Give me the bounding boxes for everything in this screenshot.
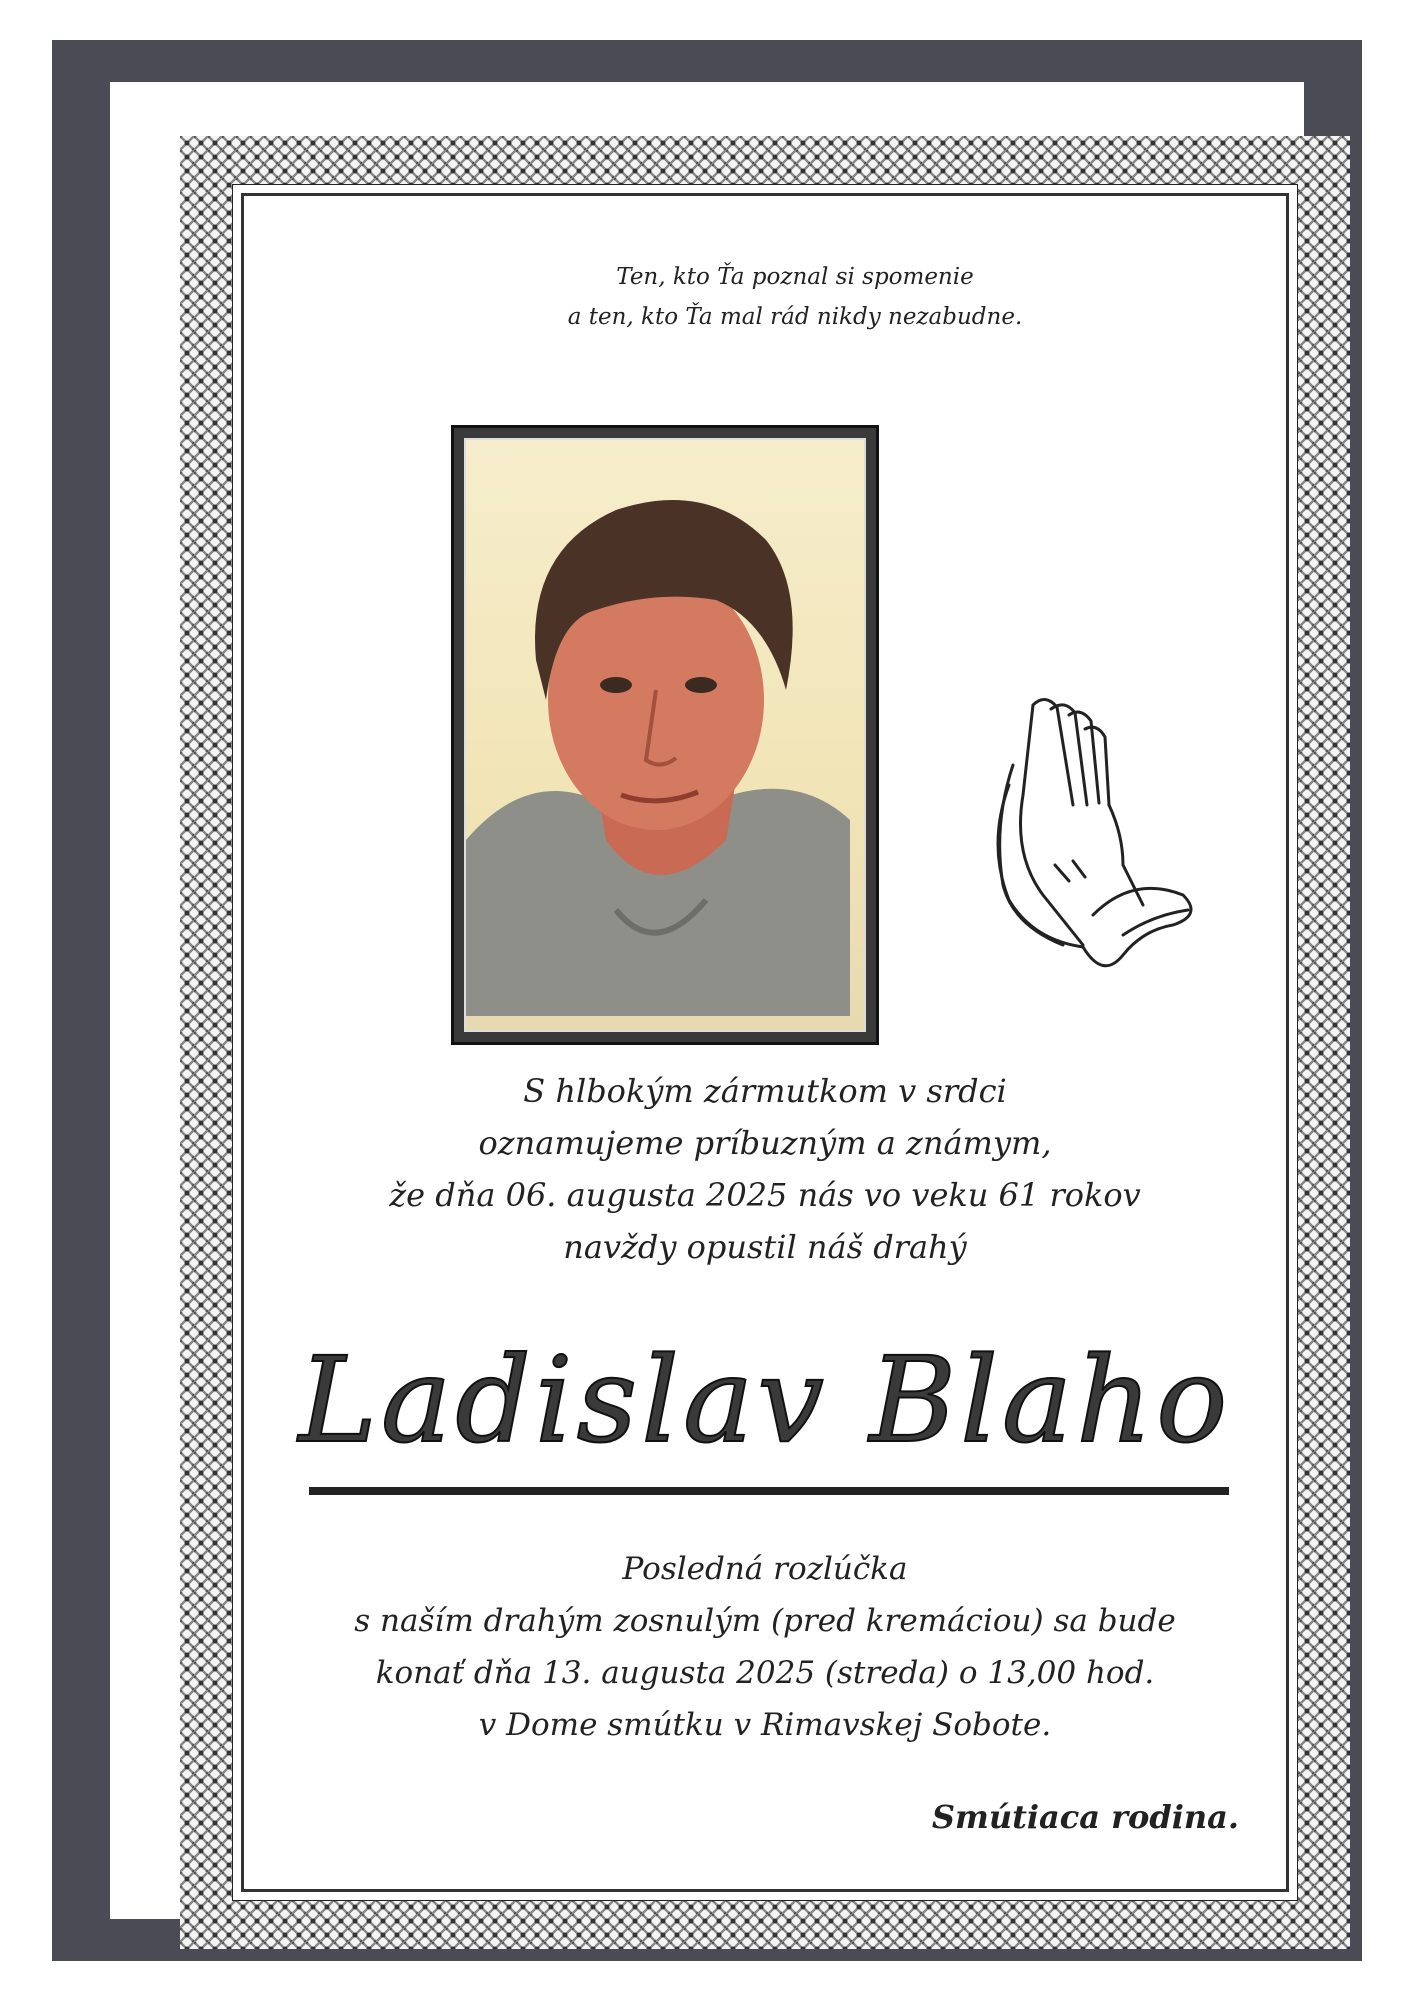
portrait-illustration xyxy=(466,440,850,1016)
announcement-line-4: navždy opustil náš drahý xyxy=(563,1228,967,1266)
announcement-line-2: oznamujeme príbuzným a známym, xyxy=(478,1124,1052,1162)
farewell-info xyxy=(233,1543,1297,1751)
deceased-name: Ladislav Blaho xyxy=(298,1331,1232,1469)
motto-line-2: a ten, kto Ťa mal rád nikdy nezabudne. xyxy=(567,304,1023,330)
content-panel xyxy=(232,184,1298,1901)
praying-hands-icon xyxy=(973,685,1213,985)
ornamental-border xyxy=(180,136,1350,1949)
announcement xyxy=(233,1065,1297,1273)
name-underline xyxy=(309,1487,1229,1495)
farewell-line-4: v Dome smútku v Rimavskej Sobote. xyxy=(478,1707,1052,1743)
farewell-line-3: konať dňa 13. augusta 2025 (streda) o 13,00 hod. xyxy=(375,1655,1155,1691)
portrait-inset xyxy=(464,438,866,1032)
motto xyxy=(233,257,1297,337)
announcement-line-1: S hlbokým zármutkom v srdci xyxy=(523,1072,1007,1110)
paper xyxy=(110,82,1304,1919)
announcement-line-3: že dňa 06. augusta 2025 nás vo veku 61 rokov xyxy=(389,1176,1141,1214)
signature: Smútiaca rodina. xyxy=(931,1798,1239,1836)
farewell-line-1: Posledná rozlúčka xyxy=(622,1551,908,1587)
outer-frame xyxy=(52,40,1362,1961)
motto-line-1: Ten, kto Ťa poznal si spomenie xyxy=(616,264,974,290)
farewell-line-2: s naším drahým zosnulým (pred kremáciou) sa bude xyxy=(354,1603,1176,1639)
portrait-photo xyxy=(451,425,879,1045)
